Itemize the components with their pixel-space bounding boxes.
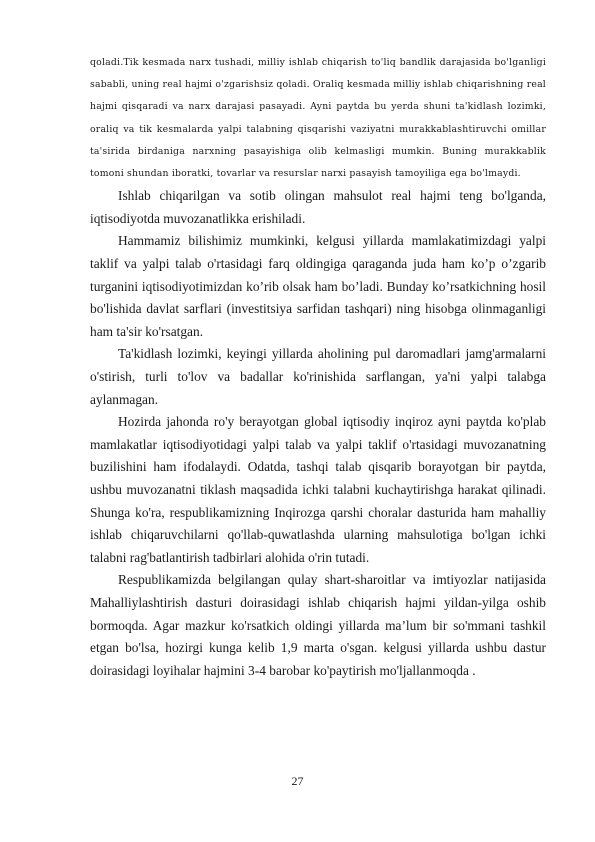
paragraph-global-crisis: Hozirda jahonda ro'y berayotgan global iqtisodiy inqiroz ayni paytda ko'plab mamlakatlar iqtisodiyotidagi yalpi talab va yalpi taklif o'rtasidagi muvozanatning buzilishini ham ifodalaydi. Odatda, tashqi talab qisqarib borayotgan bir paytda, ushbu muvozanatni tiklash maqsadida ichki talabni kuchaytirishga harakat qilinadi. Shunga ko'ra, respublikamizning Inqirozga qarshi choralar dasturida ham mahalliy ishlab chiqaruvchilarni qo'llab-quwatlashda ularning mahsulotiga bo'lgan ichki talabni rag'batlantirish tadbirlari alohida o'rin tutadi. (90, 414, 546, 565)
document-page (90, 52, 546, 682)
paragraph-supply-demand-gap: Hammamiz bilishimiz mumkinki, kelgusi yillarda mamlakatimizdagi yalpi taklif va yalpi talab o'rtasidagi farq oldingiga qaraganda juda ham ko’p o’zgarib turganini iqtisodiyotimizdan ko’rib olsak ham bo’ladi. Bunday ko’rsatkichning hosil bo'lishida davlat sarflari (investitsiya sarfidan tashqari) ning hisobga olinmaganligi ham ta'sir ko'rsatgan. (90, 233, 546, 339)
paragraph-localization: Respublikamizda belgilangan qulay shart-sharoitlar va imtiyozlar natijasida Mahalliylashtirish dasturi doirasidagi ishlab chiqarish hajmi yildan-yilga oshib bormoqda. Agar mazkur ko'rsatkich oldingi yillarda ma’lum bir so'mmani tashkil etgan bo'lsa, hozirgi kunga kelib 1,9 marta o'sgan. kelgusi yillarda ushbu dastur doirasidagi loyihalar hajmini 3-4 barobar ko'paytirish mo'ljallanmoqda . (90, 572, 546, 678)
paragraph-equilibrium: Ishlab chiqarilgan va sotib olingan mahsulot real hajmi teng bo'lganda, iqtisodiyotda muvozanatlikka erishiladi. (90, 188, 546, 226)
intro-paragraph: qoladi.Tik kesmada narx tushadi, milliy ishlab chiqarish to'liq bandlik darajasida bo'lganligi sababli, uning real hajmi o'zgarishsiz qoladi. Oraliq kesmada milliy ishlab chiqarishning real hajmi qisqaradi va narx darajasi pasayadi. Ayni paytda bu yerda shuni ta'kidlash lozimki, oraliq va tik kesmalarda yalpi talabning qisqarishi vaziyatni murakkablashtiruvchi omillar ta'sirida birdaniga narxning pasayishiga olib kelmasligi mumkin. Buning murakkablik tomoni shundan iboratki, tovarlar va resurslar narxi pasayish tamoyiliga ega bo'lmaydi. (90, 57, 546, 180)
page-number: 27 (291, 774, 304, 788)
paragraph-income: Ta'kidlash lozimki, keyingi yillarda aholining pul daromadlari jamg'armalarni o'stirish, turli to'lov va badallar ko'rinishida sarflangan, ya'ni yalpi talabga aylanmagan. (90, 346, 546, 407)
